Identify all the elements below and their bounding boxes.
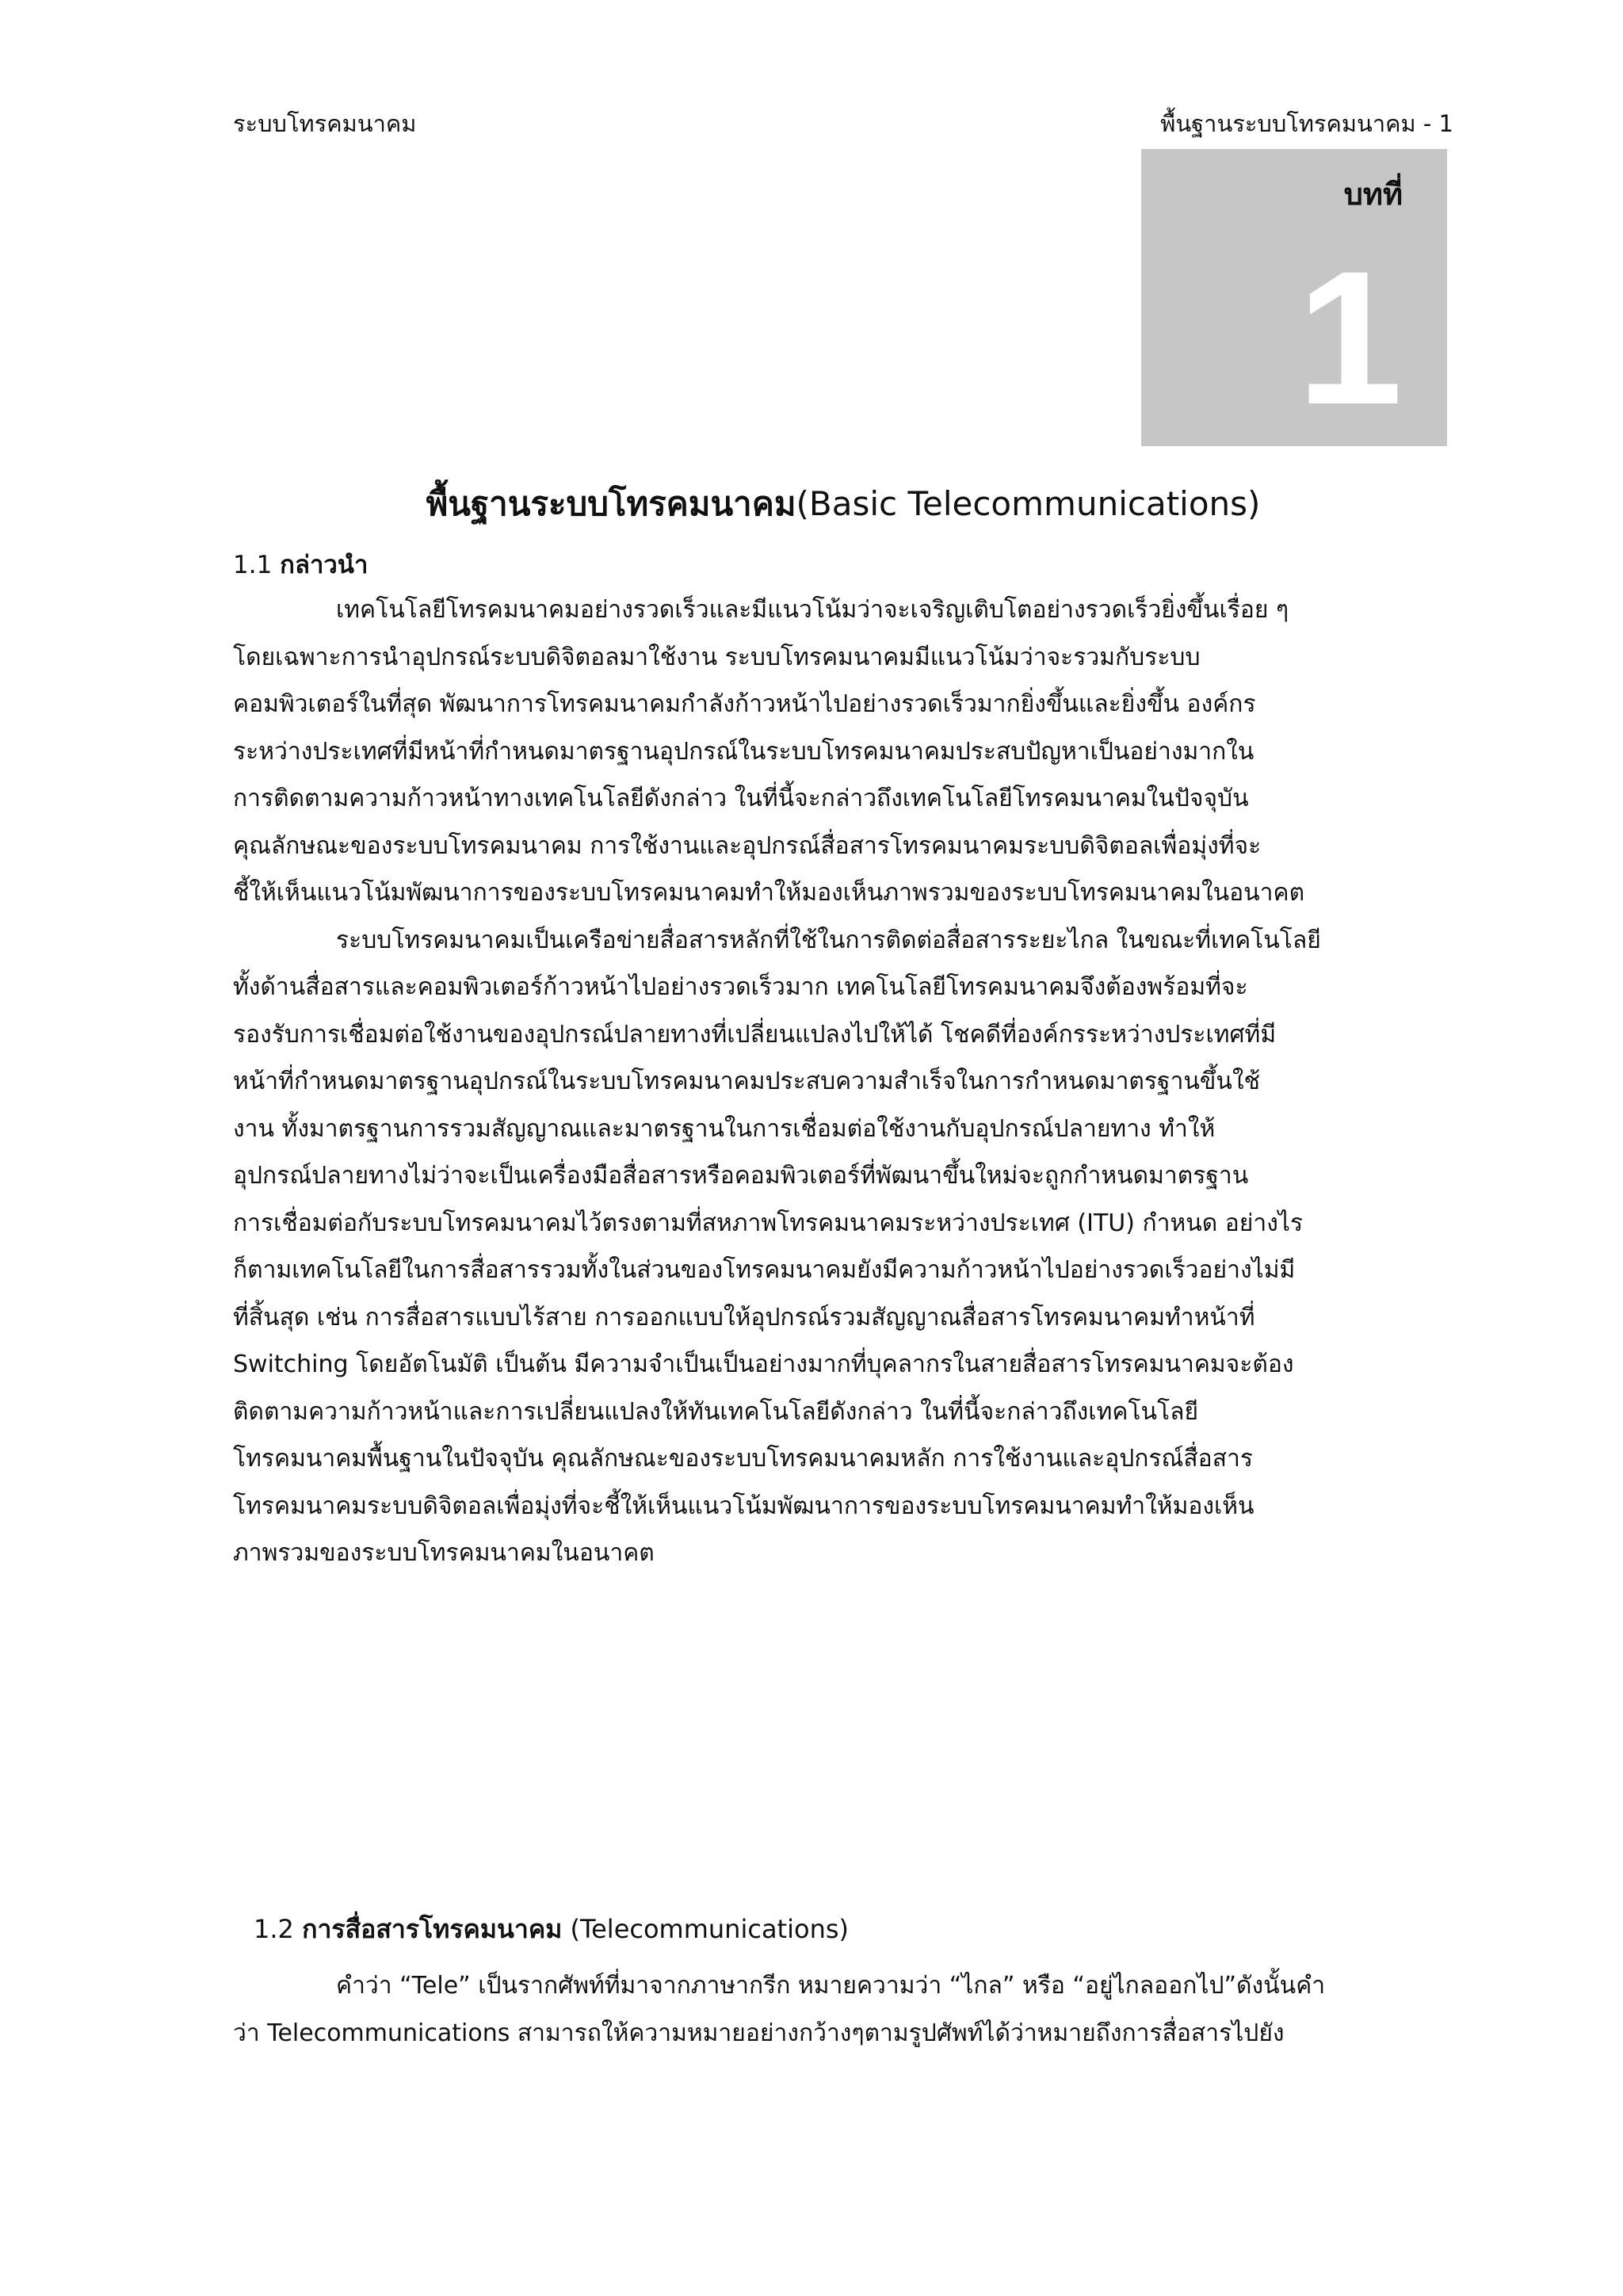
paragraph-line: เทคโนโลยีโทรคมนาคมอย่างรวดเร็วและมีแนวโน้มว่าจะเจริญเติบโตอย่างรวดเร็วยิ่งขึ้นเรื่อย ๆ xyxy=(336,596,1289,624)
paragraph-line: ระบบโทรคมนาคมเป็นเครือข่ายสื่อสารหลักที่ใช้ในการติดต่อสื่อสารระยะไกล ในขณะที่เทคโนโลยี xyxy=(336,926,1321,954)
paragraph-line: ชี้ให้เห็นแนวโน้มพัฒนาการของระบบโทรคมนาคมทำให้มองเห็นภาพรวมของระบบโทรคมนาคมในอนาคต xyxy=(233,879,1305,907)
paragraph-line: ก็ตามเทคโนโลยีในการสื่อสารรวมทั้งในส่วนของโทรคมนาคมยังมีความก้าวหน้าไปอย่างรวดเร็วอย่างไม่มี xyxy=(233,1256,1296,1284)
paragraph-line: คุณลักษณะของระบบโทรคมนาคม การใช้งานและอุปกรณ์สื่อสารโทรคมนาคมระบบดิจิตอลเพื่อมุ่งที่จะ xyxy=(233,831,1262,860)
section-1-1-body xyxy=(233,586,1477,1577)
section-title: กล่าวนำ xyxy=(280,551,369,579)
paragraph-line: โทรคมนาคมพื้นฐานในปัจจุบัน คุณลักษณะของระบบโทรคมนาคมหลัก การใช้งานและอุปกรณ์สื่อสาร xyxy=(233,1445,1253,1473)
chapter-number: 1 xyxy=(1296,231,1403,444)
header-chapter-page: พื้นฐานระบบโทรคมนาคม - 1 xyxy=(1160,110,1453,137)
running-header xyxy=(233,108,1453,139)
paragraph-line: การติดตามความก้าวหน้าทางเทคโนโลยีดังกล่าว ในที่นี้จะกล่าวถึงเทคโนโลยีโทรคมนาคมในปัจจุบัน xyxy=(233,785,1249,812)
paragraph-line: งาน ทั้งมาตรฐานการรวมสัญญาณและมาตรฐานในการเชื่อมต่อใช้งานกับอุปกรณ์ปลายทาง ทำให้ xyxy=(233,1114,1216,1143)
chapter-title-thai: พื้นฐานระบบโทรคมนาคม xyxy=(426,484,796,523)
paragraph-line: ระหว่างประเทศที่มีหน้าที่กำหนดมาตรฐานอุปกรณ์ในระบบโทรคมนาคมประสบปัญหาเป็นอย่างมากใน xyxy=(233,737,1254,766)
paragraph-line: การเชื่อมต่อกับระบบโทรคมนาคมไว้ตรงตามที่สหภาพโทรคมนาคมระหว่างประเทศ (ITU) กำหนด อย่างไร xyxy=(233,1209,1304,1237)
paragraph-line: คำว่า “Tele” เป็นรากศัพท์ที่มาจากภาษากรีก หมายความว่า “ไกล” หรือ “อยู่ไกลออกไป”ดังนั้นคำ xyxy=(336,1972,1326,2000)
paragraph-line: อุปกรณ์ปลายทางไม่ว่าจะเป็นเครื่องมือสื่อสารหรือคอมพิวเตอร์ที่พัฒนาขึ้นใหม่จะถูกกำหนดมาตรฐาน xyxy=(233,1162,1249,1190)
paragraph-line: ที่สิ้นสุด เช่น การสื่อสารแบบไร้สาย การออกแบบให้อุปกรณ์รวมสัญญาณสื่อสารโทรคมนาคมทำหน้าที่ xyxy=(233,1303,1255,1331)
paragraph-line: Switching โดยอัตโนมัติ เป็นต้น มีความจำเป็นเป็นอย่างมากที่บุคลากรในสายสื่อสารโทรคมนาคมจะต้อง xyxy=(233,1350,1294,1378)
chapter-title xyxy=(233,476,1453,533)
paragraph-line: รองรับการเชื่อมต่อใช้งานของอุปกรณ์ปลายทางที่เปลี่ยนแปลงไปให้ได้ โชคดีที่องค์กรระหว่างประเทศที่มี xyxy=(233,1020,1277,1049)
paragraph-line: หน้าที่กำหนดมาตรฐานอุปกรณ์ในระบบโทรคมนาคมประสบความสำเร็จในการกำหนดมาตรฐานขึ้นใช้ xyxy=(233,1068,1260,1095)
section-number: 1.1 xyxy=(233,551,273,579)
section-title: การสื่อสารโทรคมนาคม xyxy=(302,1914,563,1944)
paragraph-line: ทั้งด้านสื่อสารและคอมพิวเตอร์ก้าวหน้าไปอย่างรวดเร็วมาก เทคโนโลยีโทรคมนาคมจึงต้องพร้อมที่จะ xyxy=(233,973,1248,1001)
section-1-2-body xyxy=(233,1962,1477,2057)
paragraph-line: โดยเฉพาะการนำอุปกรณ์ระบบดิจิตอลมาใช้งาน ระบบโทรคมนาคมมีแนวโน้มว่าจะรวมกับระบบ xyxy=(233,643,1201,671)
paragraph-line: ภาพรวมของระบบโทรคมนาคมในอนาคต xyxy=(233,1539,655,1567)
paragraph-line: โทรคมนาคมระบบดิจิตอลเพื่อมุ่งที่จะชี้ให้เห็นแนวโน้มพัฒนาการของระบบโทรคมนาคมทำให้มองเห็น xyxy=(233,1492,1254,1520)
chapter-label: บทที่ xyxy=(1343,176,1403,212)
header-book-title: ระบบโทรคมนาคม xyxy=(233,110,417,137)
paragraph-line: ว่า Telecommunications สามารถให้ความหมายอย่างกว้างๆตามรูปศัพท์ได้ว่าหมายถึงการสื่อสารไปยัง xyxy=(233,2019,1285,2047)
section-number: 1.2 xyxy=(254,1914,294,1944)
section-heading-1-1 xyxy=(233,545,368,585)
paragraph-line: คอมพิวเตอร์ในที่สุด พัฒนาการโทรคมนาคมกำลังก้าวหน้าไปอย่างรวดเร็วมากยิ่งขึ้นและยิ่งขึ้น องค์กร xyxy=(233,690,1256,718)
section-heading-1-2 xyxy=(254,1907,849,1951)
chapter-title-english: (Basic Telecommunications) xyxy=(796,484,1261,523)
paragraph-line: ติดตามความก้าวหน้าและการเปลี่ยนแปลงให้ทันเทคโนโลยีดังกล่าว ในที่นี้จะกล่าวถึงเทคโนโลยี xyxy=(233,1397,1199,1426)
section-subtitle: (Telecommunications) xyxy=(570,1914,849,1944)
chapter-badge xyxy=(1141,149,1447,446)
